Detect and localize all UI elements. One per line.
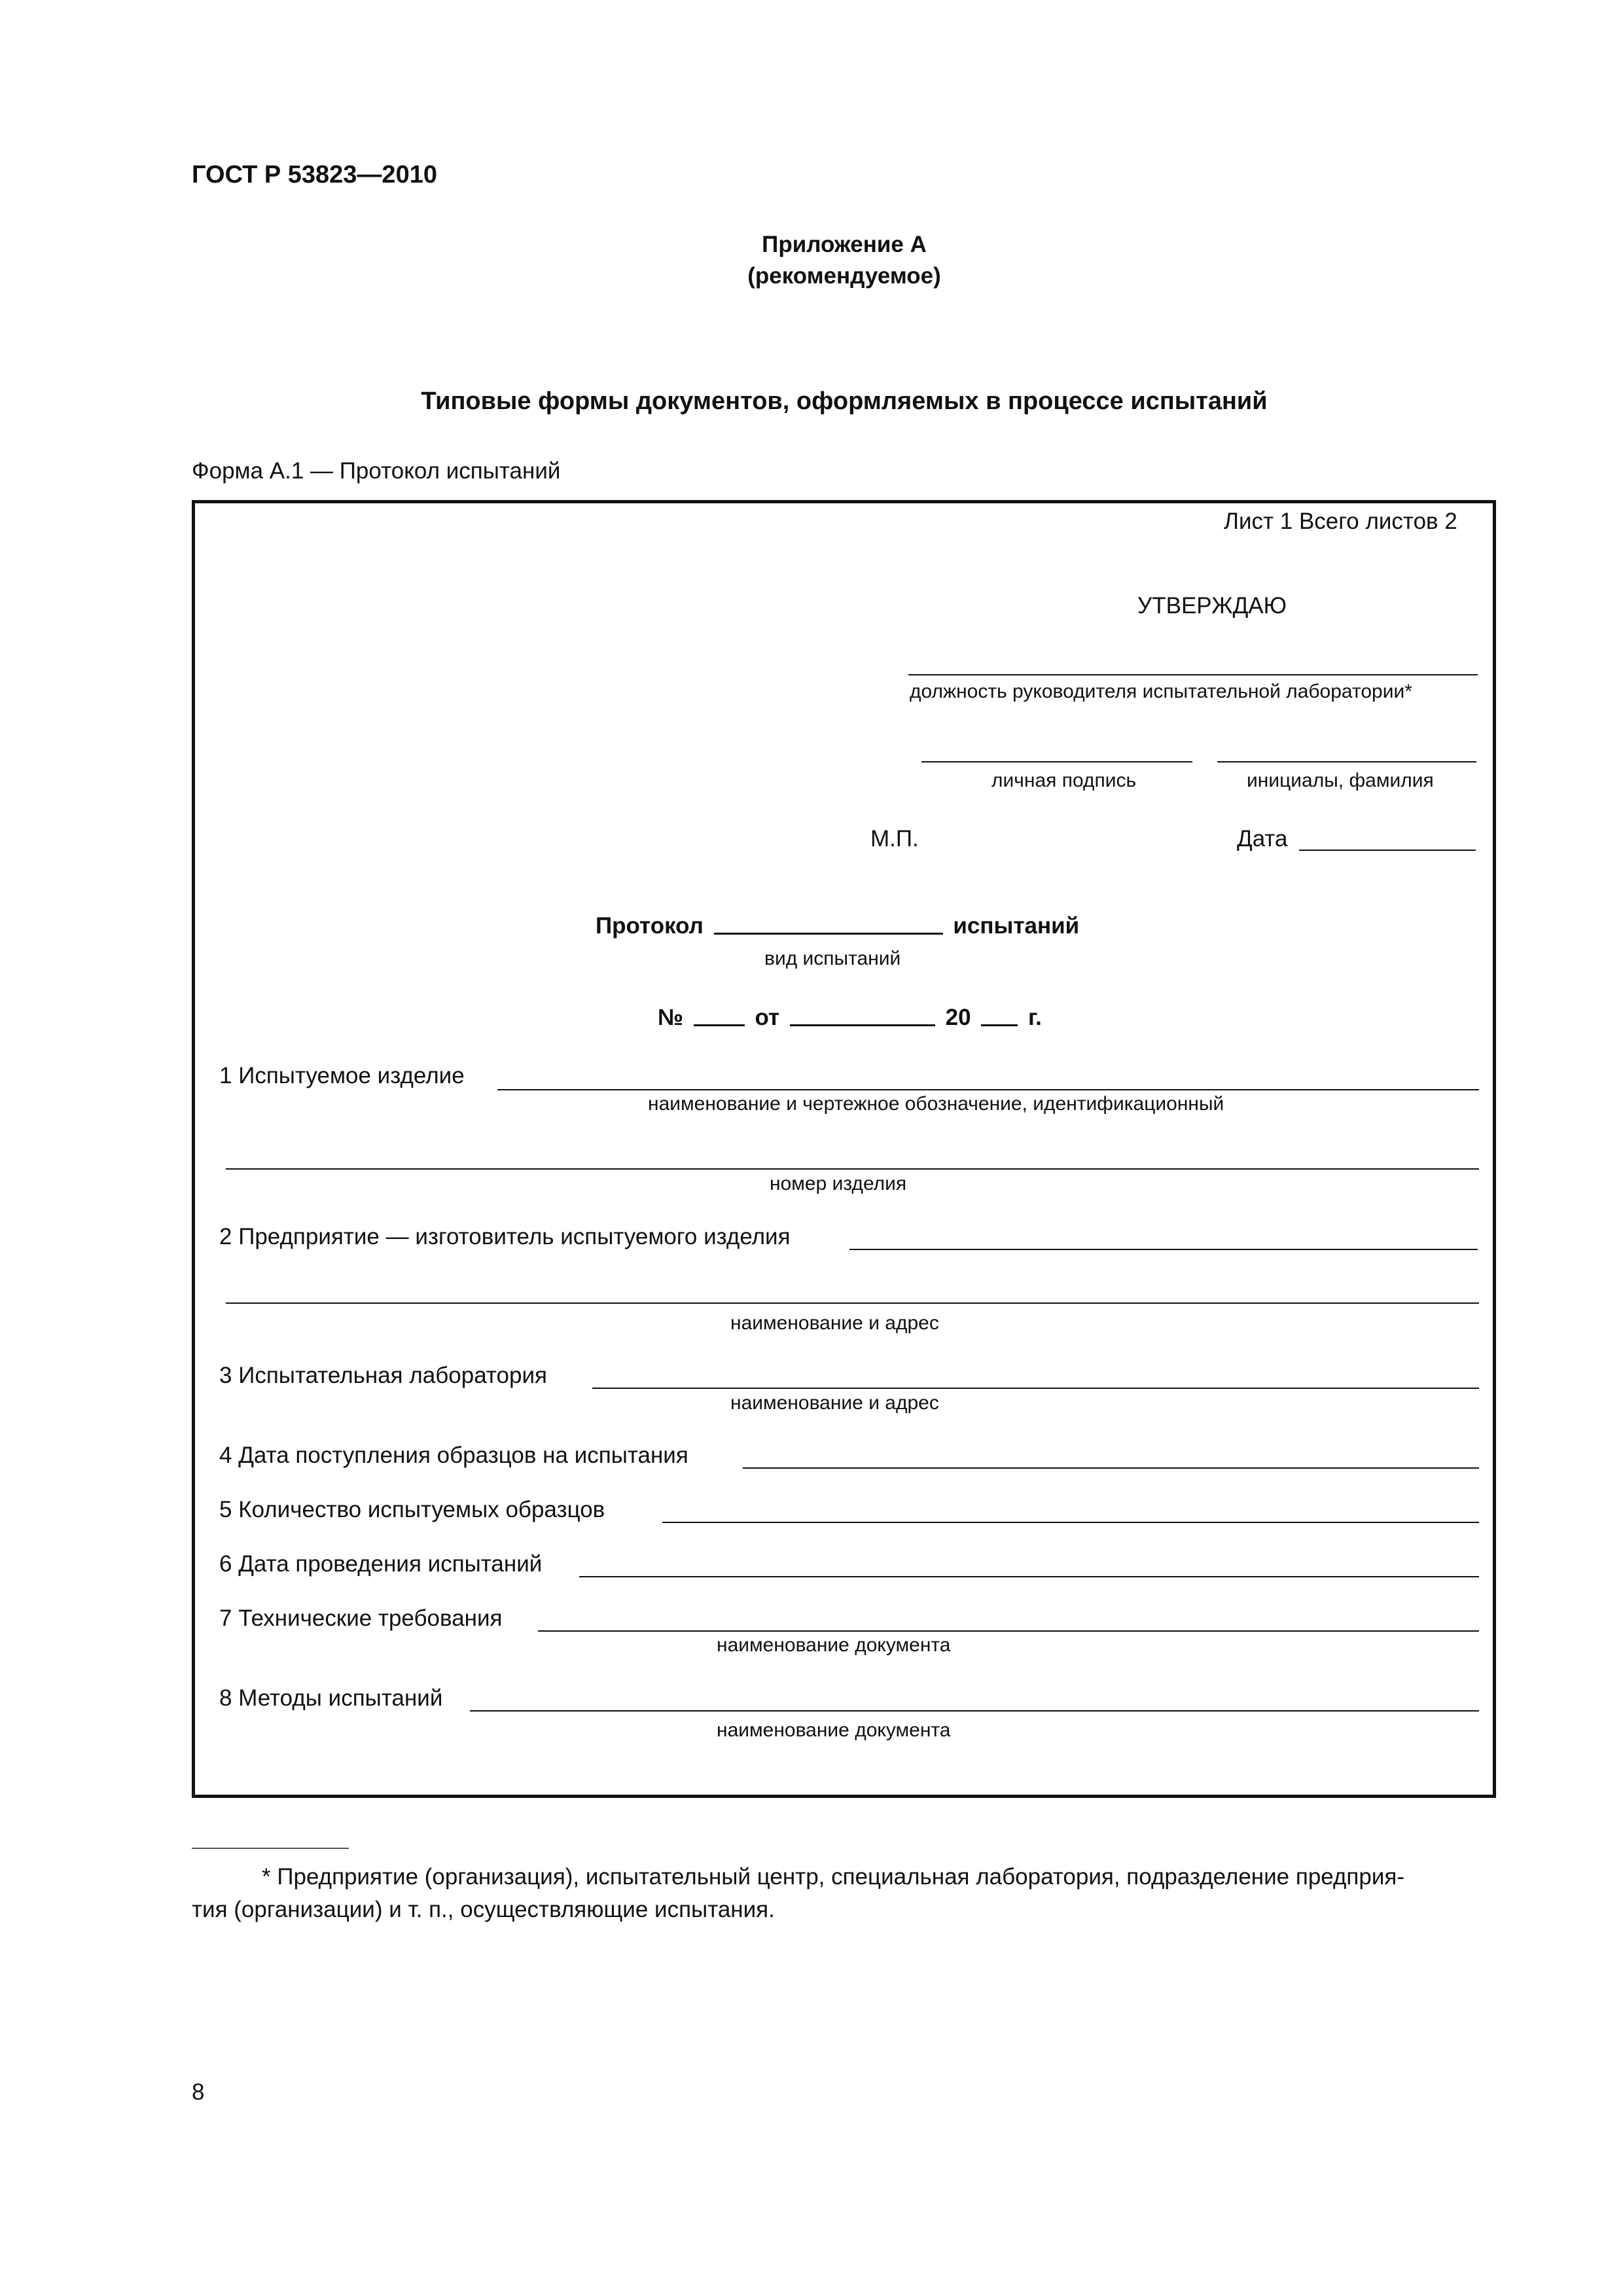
sheet-info: Лист 1 Всего листов 2 [1224,509,1457,534]
item-1-caption: наименование и чертежное обозначение, идентификационный [648,1093,1224,1115]
test-type-caption: вид испытаний [764,948,901,969]
item-4-label: 4 Дата поступления образцов на испытания [219,1443,688,1468]
page-number: 8 [192,2079,205,2105]
item-3-label: 3 Испытательная лаборатория [219,1363,547,1388]
item-7-line[interactable] [538,1630,1479,1632]
year-prefix: 20 [945,1005,971,1030]
date-label: Дата [1237,826,1288,852]
annex-status: (рекомендуемое) [747,263,941,289]
year-line[interactable] [981,1024,1018,1026]
item-1-label: 1 Испытуемое изделие [219,1063,465,1088]
item-1-line[interactable] [497,1089,1479,1090]
position-line[interactable] [908,674,1478,675]
protocol-number-row [658,1005,1042,1031]
approve-label: УТВЕРЖДАЮ [1137,593,1287,619]
date-line[interactable] [1299,850,1476,851]
number-sign: № [658,1005,684,1030]
stamp-label: М.П. [870,826,919,852]
footnote-line-1: * Предприятие (организация), испытательный центр, специальная лаборатория, подразделение предприя- [262,1864,1404,1890]
name-line[interactable] [1217,761,1476,762]
position-caption: должность руководителя испытательной лаборатории* [910,681,1412,702]
item-6-label: 6 Дата проведения испытаний [219,1551,543,1577]
test-type-line[interactable] [714,933,943,935]
annex-title: Приложение А [762,232,927,257]
from-word: от [755,1005,780,1030]
item-5-line[interactable] [662,1522,1479,1523]
item-2-caption: наименование и адрес [730,1312,939,1334]
year-suffix: г. [1028,1005,1042,1030]
item-8-line[interactable] [470,1710,1479,1712]
protocol-word: Протокол [596,913,704,939]
item-8-label: 8 Методы испытаний [219,1685,443,1711]
protocol-title [596,913,1079,939]
footnote-rule [192,1848,349,1849]
item-5-label: 5 Количество испытуемых образцов [219,1497,605,1522]
item-1-caption-2: номер изделия [770,1173,907,1194]
item-8-caption: наименование документа [717,1719,951,1741]
number-line[interactable] [694,1024,745,1026]
item-3-line[interactable] [592,1388,1479,1389]
item-7-label: 7 Технические требования [219,1605,503,1631]
item-2-line-2[interactable] [226,1302,1479,1304]
signature-line[interactable] [921,761,1192,762]
signature-caption: личная подпись [991,770,1137,791]
protocol-date-line[interactable] [790,1024,935,1026]
item-4-line[interactable] [743,1467,1479,1469]
item-7-caption: наименование документа [717,1634,951,1656]
tests-word: испытаний [953,913,1080,939]
footnote-line-2: тия (организации) и т. п., осуществляющие испытания. [192,1897,775,1922]
item-6-line[interactable] [579,1576,1479,1577]
section-title: Типовые формы документов, оформляемых в процессе испытаний [421,387,1268,415]
item-2-label: 2 Предприятие — изготовитель испытуемого изделия [219,1224,791,1249]
form-caption: Форма А.1 — Протокол испытаний [192,458,561,484]
name-caption: инициалы, фамилия [1247,770,1434,791]
item-2-line[interactable] [849,1249,1478,1250]
standard-number: ГОСТ Р 53823—2010 [192,161,437,188]
item-1-line-2[interactable] [226,1168,1479,1170]
item-3-caption: наименование и адрес [730,1392,939,1414]
